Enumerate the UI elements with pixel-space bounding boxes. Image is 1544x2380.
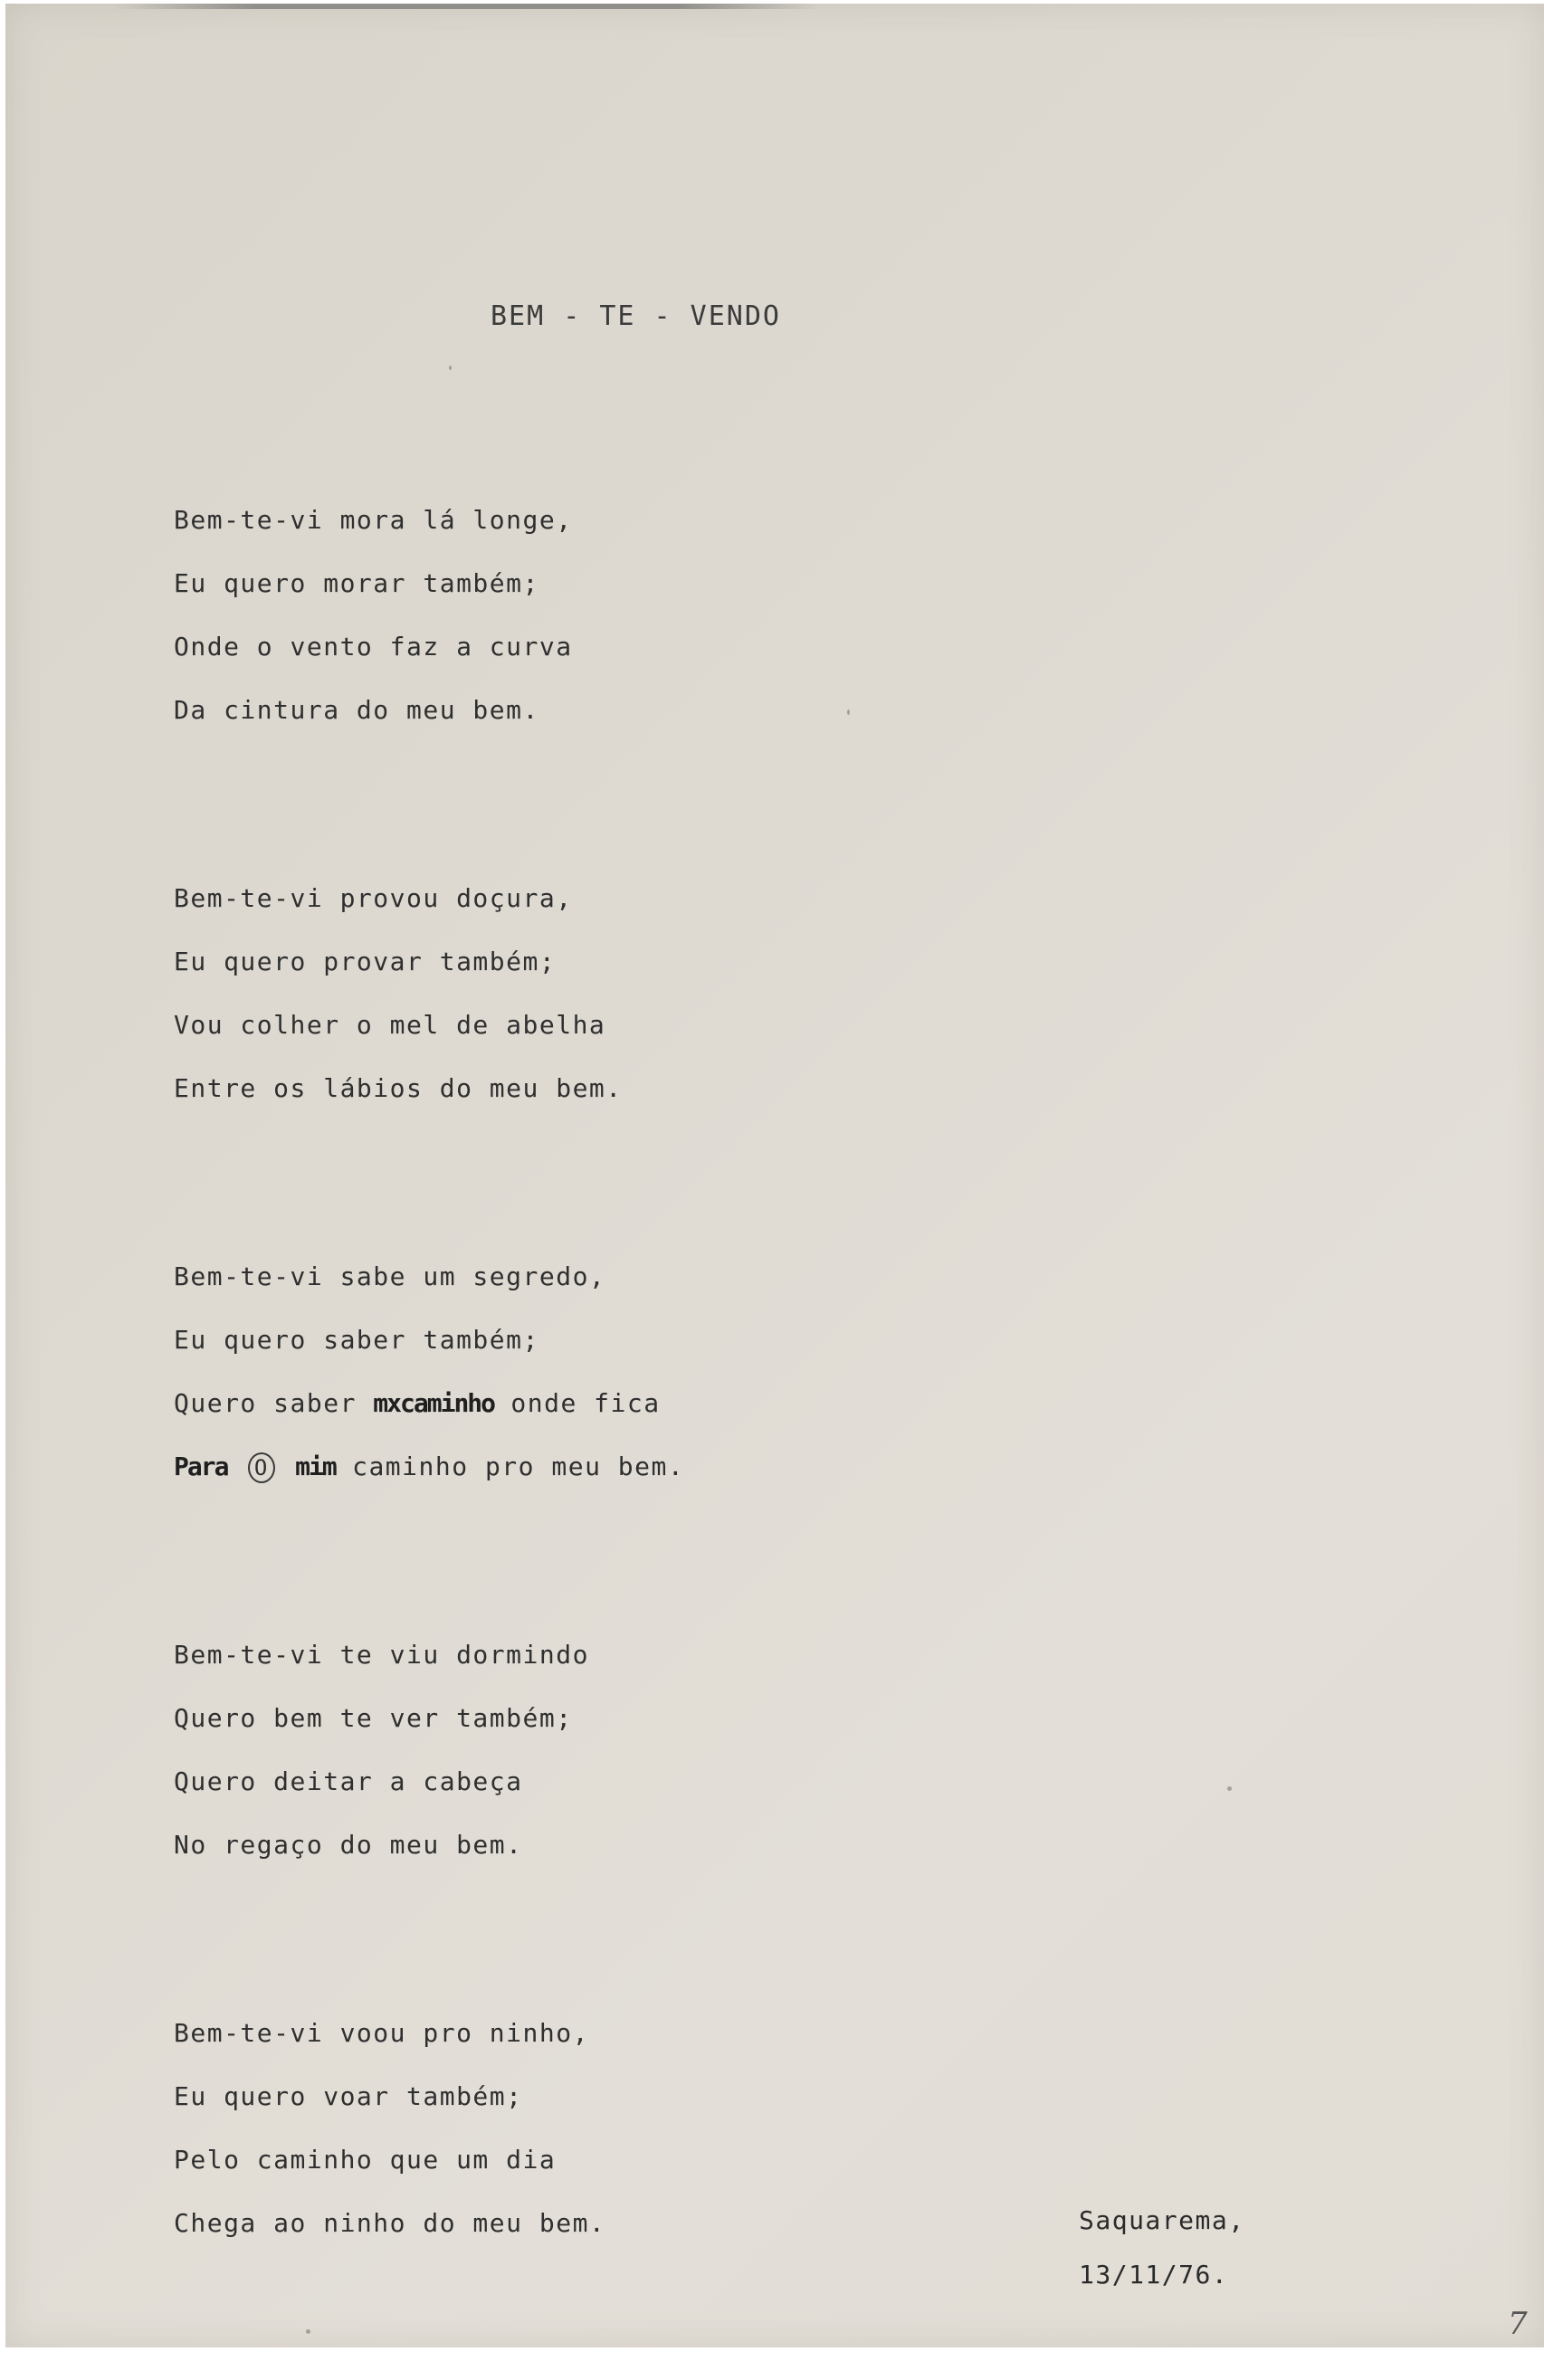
paper-speck — [449, 366, 452, 370]
poem-line: Da cintura do meu bem. — [174, 695, 539, 725]
poem-line: Eu quero provar também; — [174, 947, 557, 976]
stanza-2 — [174, 867, 807, 1120]
poem-line: Bem-te-vi te viu dormindo — [174, 1640, 589, 1670]
poem-line: Bem-te-vi mora lá longe, — [174, 505, 573, 535]
poem-line: Onde o vento faz a curva — [174, 632, 573, 662]
poem-line: Chega ao ninho do meu bem. — [174, 2208, 606, 2238]
page-number: 7 — [1508, 2306, 1528, 2342]
poem-line: Eu quero morar também; — [174, 568, 539, 598]
paper-speck — [1227, 1786, 1232, 1791]
poem-line: Quero deitar a cabeça — [174, 1766, 523, 1796]
poem-body — [174, 489, 807, 2380]
line-suffix: onde fica — [494, 1388, 661, 1418]
paper-sheet — [5, 4, 1544, 2347]
place-and-date — [1079, 2194, 1245, 2302]
poem-title: BEM - TE - VENDO — [491, 300, 781, 332]
top-edge-shadow — [114, 4, 820, 9]
poem-line: Bem-te-vi provou doçura, — [174, 883, 573, 913]
stanza-5 — [174, 2002, 807, 2255]
poem-line-corrected — [174, 1435, 807, 1499]
stanza-4 — [174, 1623, 807, 1877]
date: 13/11/76. — [1079, 2260, 1229, 2290]
poem-line: No regaço do meu bem. — [174, 1830, 523, 1860]
poem-line: Bem-te-vi voou pro ninho, — [174, 2018, 589, 2048]
place-name: Saquarema, — [1079, 2205, 1245, 2235]
poem-line: Pelo caminho que um dia — [174, 2145, 557, 2175]
circled-letter: O — [248, 1452, 275, 1483]
poem-line: Eu quero voar também; — [174, 2081, 523, 2111]
poem-line: Vou colher o mel de abelha — [174, 1010, 606, 1040]
struck-out-text: mim — [295, 1452, 336, 1481]
struck-out-text: Para — [174, 1452, 228, 1481]
struck-out-text: mxcaminho — [373, 1388, 495, 1418]
paper-speck — [306, 2329, 310, 2334]
stanza-3 — [174, 1245, 807, 1499]
poem-line-corrected — [174, 1372, 807, 1435]
poem-line: Quero bem te ver também; — [174, 1703, 573, 1733]
line-prefix: Quero saber — [174, 1388, 374, 1418]
paper-speck — [847, 709, 850, 715]
poem-line: Bem-te-vi sabe um segredo, — [174, 1261, 606, 1291]
stanza-1 — [174, 489, 807, 742]
poem-line: Eu quero saber também; — [174, 1325, 539, 1355]
line-suffix: caminho pro meu bem. — [335, 1452, 685, 1481]
poem-line: Entre os lábios do meu bem. — [174, 1073, 623, 1103]
